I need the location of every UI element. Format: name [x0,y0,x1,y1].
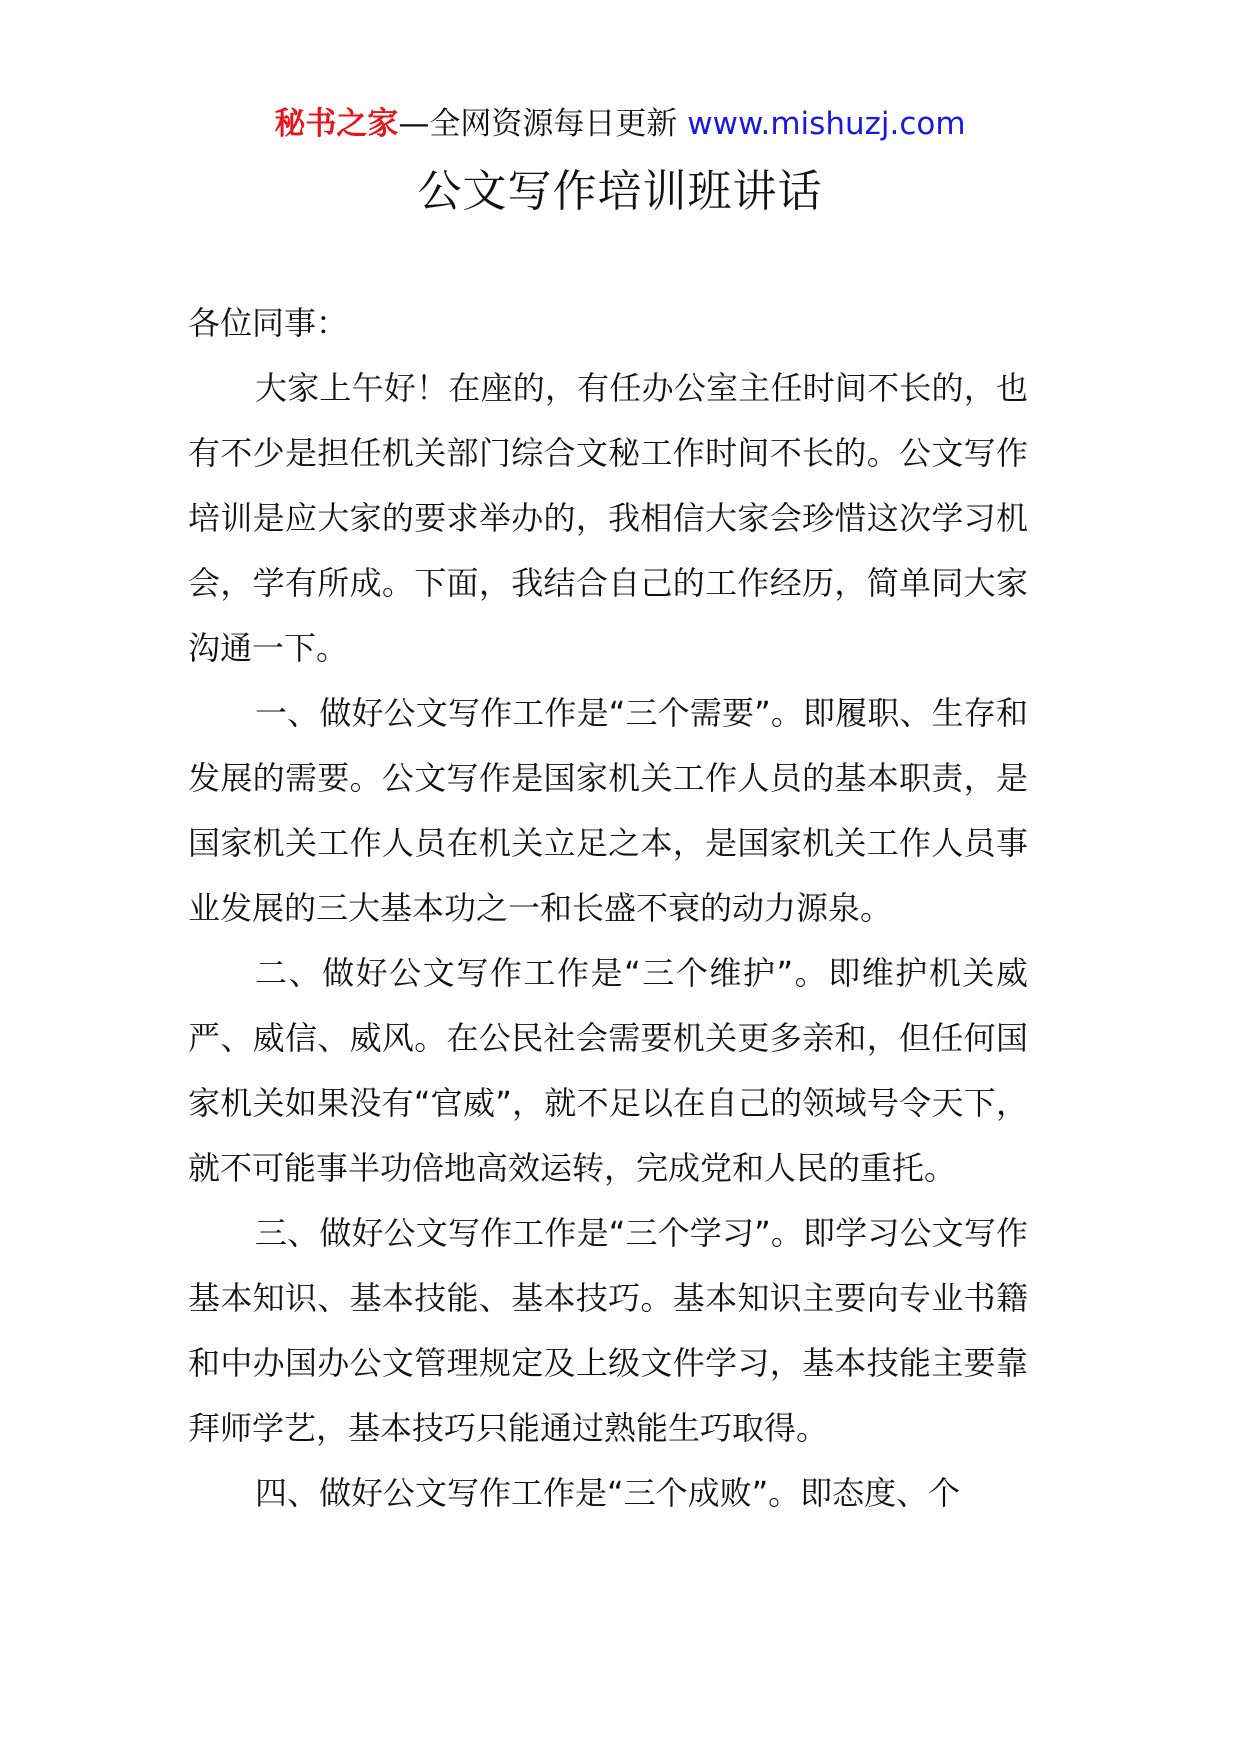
document-body [188,291,1028,1526]
paragraph-point-3: 三、做好公文写作工作是“三个学习”。即学习公文写作基本知识、基本技能、基本技巧。基本知识主要向专业书籍和中办国办公文管理规定及上级文件学习，基本技能主要靠拜师学艺，基本技巧只能通过熟能生巧取得。 [188,1214,1028,1447]
paragraph-point-2: 二、做好公文写作工作是“三个维护”。即维护机关威严、威信、威风。在公民社会需要机关更多亲和，但任何国家机关如果没有“官威”，就不足以在自己的领域号令天下，就不可能事半功倍地高效运转，完成党和人民的重托。 [188,954,1028,1187]
salutation: 各位同事： [188,304,349,342]
watermark-tagline: —全网资源每日更新 [398,106,688,142]
paragraph-intro: 大家上午好！在座的，有任办公室主任时间不长的，也有不少是担任机关部门综合文秘工作时间不长的。公文写作培训是应大家的要求举办的，我相信大家会珍惜这次学习机会，学有所成。下面，我结合自己的工作经历，简单同大家沟通一下。 [188,369,1028,667]
paragraph-point-1: 一、做好公文写作工作是“三个需要”。即履职、生存和发展的需要。公文写作是国家机关工作人员的基本职责，是国家机关工作人员在机关立足之本，是国家机关工作人员事业发展的三大基本功之一和长盛不衰的动力源泉。 [188,694,1028,927]
paragraph-point-4: 四、做好公文写作工作是“三个成败”。即态度、个 [255,1474,961,1512]
watermark-brand: 秘书之家 [274,106,399,142]
document-title: 公文写作培训班讲话 [417,166,823,217]
site-watermark [0,102,1240,146]
watermark-url: www.mishuzj.com [687,106,966,142]
